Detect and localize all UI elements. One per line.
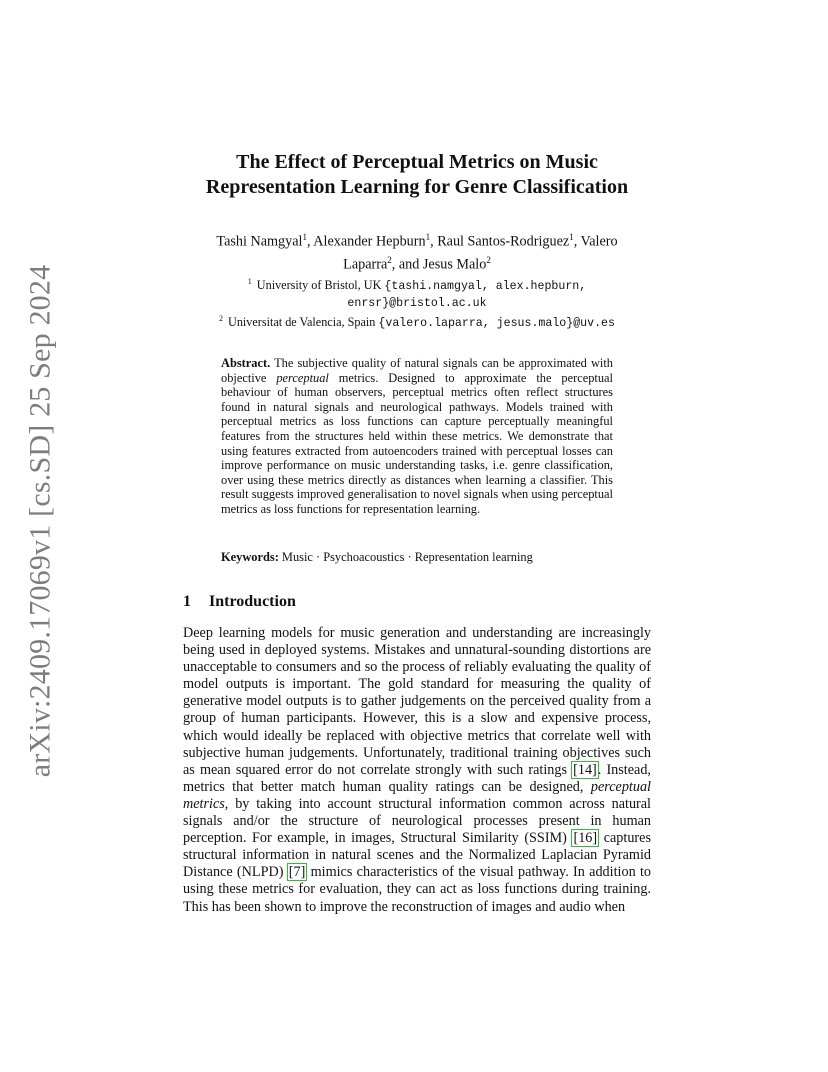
affil-1-email: {tashi.namgyal, alex.hepburn, bbox=[384, 280, 587, 294]
author-4-first: , Valero bbox=[573, 233, 618, 250]
author-3: , Raul Santos-Rodriguez bbox=[430, 233, 570, 250]
author-4-last: Laparra bbox=[343, 256, 388, 273]
citation-link-16[interactable]: [16] bbox=[573, 830, 598, 847]
introduction-paragraph bbox=[183, 625, 651, 916]
abstract-label: Abstract. bbox=[221, 356, 271, 370]
affil-1-email-domain: enrsr}@bristol.ac.uk bbox=[347, 296, 487, 310]
author-2-affil: 1 bbox=[425, 232, 431, 242]
keywords-label: Keywords: bbox=[221, 550, 279, 564]
intro-text-2: . Instead, metrics that better match human quality ratings can be designed, bbox=[183, 761, 651, 795]
keywords-text: Music · Psychoacoustics · Representation learning bbox=[278, 550, 533, 564]
affil-2-text: Universitat de Valencia, Spain bbox=[228, 315, 379, 330]
author-1: Tashi Namgyal bbox=[216, 233, 303, 250]
intro-text-4: captures structural information in natural scenes and the Normalized Laplacian Pyramid Distance (NLPD) bbox=[183, 830, 651, 881]
title-line-2: Representation Learning for Genre Classification bbox=[205, 176, 629, 198]
section-number: 1 bbox=[183, 593, 191, 610]
keywords bbox=[221, 550, 613, 565]
affil-2-marker: 2 bbox=[219, 314, 224, 324]
affil-2-email: {valero.laparra, jesus.malo}@uv.es bbox=[378, 317, 615, 331]
author-4-affil: 2 bbox=[387, 254, 392, 265]
author-2: , Alexander Hepburn bbox=[307, 233, 426, 250]
intro-text-5: mimics characteristics of the visual pathway. In addition to using these metrics for evaluation, they can act as loss functions during training. This has been shown to improve the reconstruction of images and audio when bbox=[183, 864, 651, 915]
author-1-affil: 1 bbox=[302, 232, 307, 242]
affiliation-2 bbox=[183, 311, 651, 332]
arxiv-id-text: arXiv:2409.17069v1 [cs.SD] 25 Sep 2024 bbox=[23, 264, 56, 778]
arxiv-identifier bbox=[14, 264, 66, 778]
abstract-emphasis: perceptual bbox=[276, 370, 329, 385]
affil-1-text: University of Bristol, UK bbox=[256, 278, 385, 293]
paper-title bbox=[183, 150, 651, 200]
title-line-1: The Effect of Perceptual Metrics on Music bbox=[236, 151, 598, 173]
author-3-affil: 1 bbox=[569, 232, 574, 242]
author-list bbox=[183, 228, 651, 273]
intro-emphasis: perceptual metrics bbox=[183, 778, 651, 812]
affiliation-1 bbox=[183, 274, 651, 311]
abstract bbox=[221, 356, 613, 517]
affil-1-marker: 1 bbox=[247, 277, 252, 286]
abstract-text-1: The subjective quality of natural signals can be approximated with objective bbox=[221, 356, 613, 385]
citation-link-14[interactable]: [14] bbox=[573, 761, 597, 778]
affiliations bbox=[183, 274, 651, 332]
section-heading bbox=[183, 592, 651, 612]
intro-text-1: Deep learning models for music generation and understanding are increasingly being used in deployed systems. Mistakes and unnatural-sounding distortions are unacceptable to consumers and so the process of reliably evaluating the quality of model outputs is important. The gold standard for measuring the quality of generative model outputs is to gather judgements on the perceived quality from a group of human participants. However, this is a slow and expensive process, which would ideally be replaced with objective metrics that correlate well with subjective human judgements. Unfortunately, traditional training objectives such as mean squared error do not correlate strongly with such ratings bbox=[183, 625, 651, 778]
author-5-affil: 2 bbox=[486, 254, 491, 265]
abstract-text-2: metrics. Designed to approximate the perceptual behaviour of human observers, perceptual metrics often reflect structures found in natural signals and neurological pathways. Models trained with perceptual metrics as loss functions can capture perceptually meaningful features from the structures held within these metrics. We demonstrate that using features extracted from autoencoders trained with perceptual losses can improve performance on music understanding tasks, i.e. genre classification, over using these metrics directly as distances when learning a classifier. This result suggests improved generalisation to novel signals when using perceptual metrics as loss functions for representation learning. bbox=[221, 370, 613, 516]
author-5: , and Jesus Malo bbox=[391, 256, 487, 273]
citation-link-7[interactable]: [7] bbox=[288, 864, 306, 881]
section-title: Introduction bbox=[209, 593, 296, 610]
intro-text-3: , by taking into account structural information common across natural signals and/or the structure of neurological processes present in human perception. For example, in images, Structural Similarity (SSIM) bbox=[183, 795, 651, 847]
